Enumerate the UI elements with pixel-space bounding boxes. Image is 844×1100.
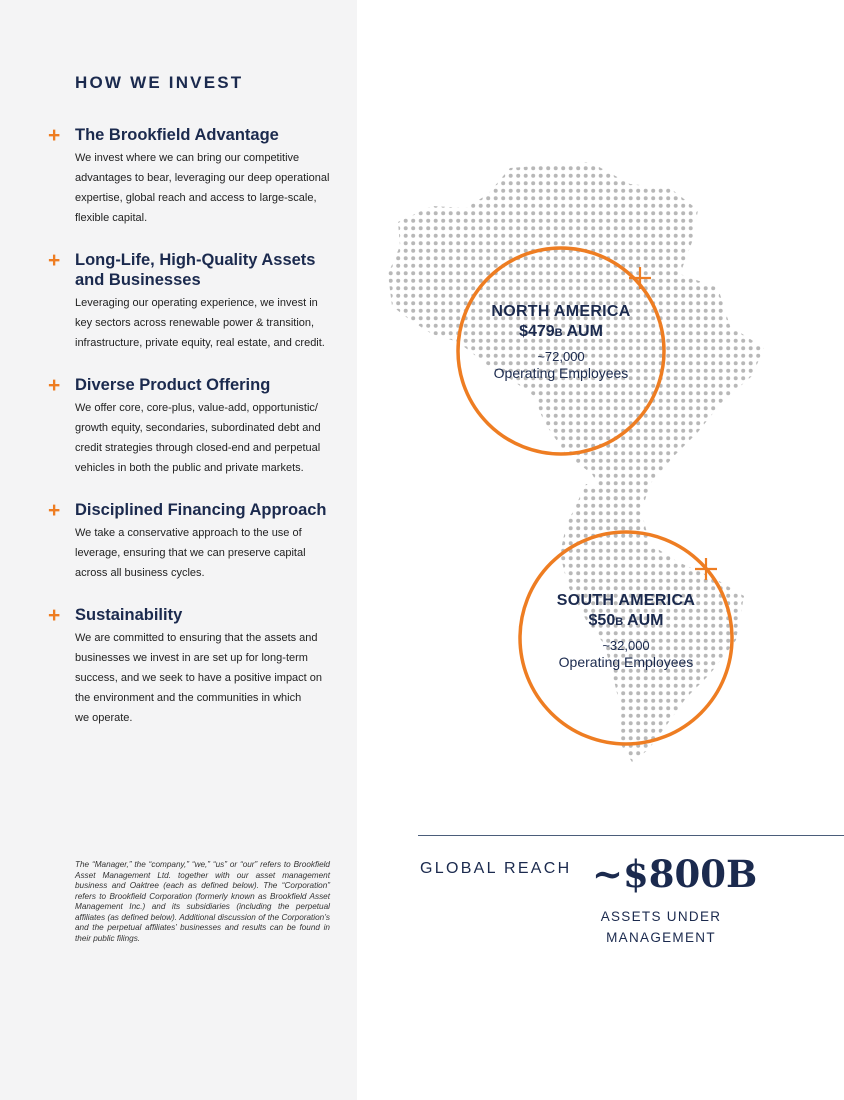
item-title: Diverse Product Offering [75,376,271,394]
plus-icon: + [48,604,61,627]
plus-icon: + [48,124,61,147]
item-title: Disciplined Financing Approach [75,501,327,519]
item-body: We invest where we can bring our competitive advantages to bear, leveraging our deep operational expertise, global reach and access to large-scale, flexible capital. [75,152,330,224]
item-body: Leveraging our operating experience, we invest in key sectors across renewable power & transition, infrastructure, private equity, real estate, and credit. [75,297,325,349]
plus-icon: + [48,249,61,272]
global-aum-value: ~$800B [592,852,758,896]
americas-dot-map [380,150,780,770]
advantage-item [48,125,348,228]
global-aum-caption: ASSETS UNDER MANAGEMENT [600,909,722,945]
assets-item [48,250,348,353]
region-name: SOUTH AMERICA [556,592,696,609]
region-employee-label: Operating Employees [558,654,694,670]
item-body: We take a conservative approach to the use of leverage, ensuring that we can preserve capital across all business cycles. [75,527,306,579]
region-aum: $479B AUM [519,323,603,340]
disclaimer: The “Manager,” the “company,” “we,” “us” or “our” refers to Brookfield Asset Management Ltd. together with our asset management business and Oaktree (each as defined below). The “Corporation” refers to Brookfield Corporation (formerly known as Brookfield Asset Management Inc.) and its subsidiaries (including the perpetual affiliates (as defined below). Additional discussion of the Corporation’s and the perpetual affiliates’ businesses and results can be found in their public filings. [75,860,330,943]
region-employee-label: Operating Employees [493,365,629,381]
region-employee-count: ~32,000 [602,638,650,653]
divider [418,835,844,836]
item-body: We offer core, core-plus, value-add, opportunistic/ growth equity, secondaries, subordinated debt and credit strategies through closed-end and perpetual vehicles in both the public and private markets. [75,402,321,474]
sustainability-item [48,605,348,728]
product-item [48,375,348,478]
plus-icon: + [48,499,61,522]
item-title: Long-Life, High-Quality Assets and Businesses [75,251,316,289]
global-reach-label: GLOBAL REACH [420,860,572,877]
section-heading: HOW WE INVEST [75,73,244,92]
region-name: NORTH AMERICA [491,303,631,320]
financing-item [48,500,348,583]
north-america-stats [461,303,661,381]
item-title: The Brookfield Advantage [75,126,279,144]
region-employee-count: ~72,000 [537,349,585,364]
south-america-stats [526,592,726,670]
item-title: Sustainability [75,606,183,624]
item-body: We are committed to ensuring that the assets and businesses we invest in are set up for long-term success, and we seek to have a positive impact on the environment and the communities in which we operate. [75,632,323,724]
plus-icon: + [48,374,61,397]
region-aum: $50B AUM [588,612,664,629]
